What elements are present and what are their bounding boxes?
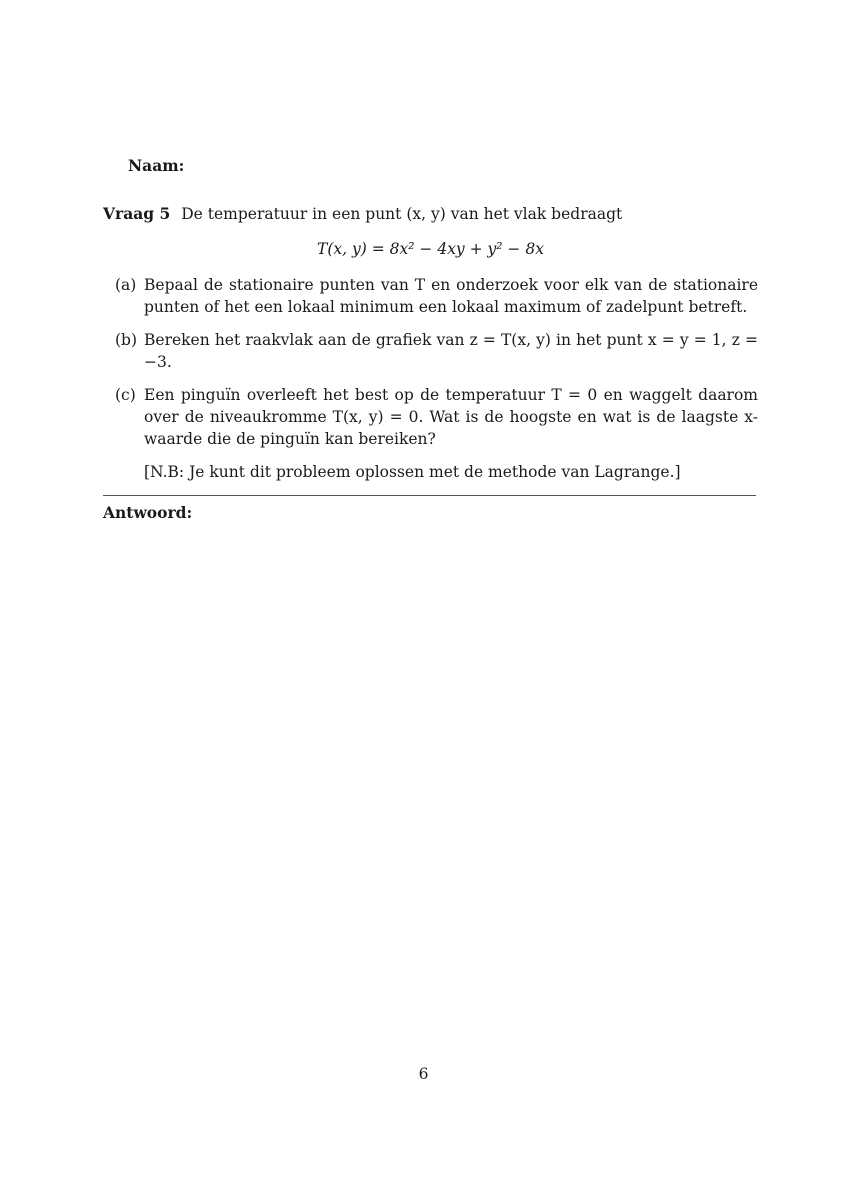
question-label: Vraag 5 [103,204,171,223]
part-text: Een pinguïn overleeft het best op de temperatuur T = 0 en waggelt daarom over de niveaukromme T(x, y) = 0. Wat is de hoogste en wat is de laagste x-waarde die de pinguïn kan bereiken? [144,386,758,448]
lagrange-note: [N.B: Je kunt dit probleem oplossen met de methode van Lagrange.] [144,463,681,481]
question-intro-line [103,203,758,225]
temperature-formula: T(x, y) = 8x² − 4xy + y² − 8x [317,240,544,258]
answer-label: Antwoord: [103,503,193,522]
question-block [103,203,758,483]
divider-line [103,495,756,496]
page-number: 6 [418,1065,429,1083]
question-part-b [103,329,758,373]
name-label: Naam: [128,156,185,175]
question-parts [103,274,758,483]
question-intro: De temperatuur in een punt (x, y) van het vlak bedraagt [181,205,623,223]
question-part-a [103,274,758,318]
part-text: Bereken het raakvlak aan de grafiek van z = T(x, y) in het punt x = y = 1, z = −3. [144,331,758,371]
part-label: (a) [115,276,137,294]
part-text: Bepaal de stationaire punten van T en onderzoek voor elk van de stationaire punten of het een lokaal minimum een lokaal maximum of zadelpunt betreft. [144,276,758,316]
question-part-c [103,384,758,450]
part-label: (c) [115,386,136,404]
part-label: (b) [115,331,138,349]
